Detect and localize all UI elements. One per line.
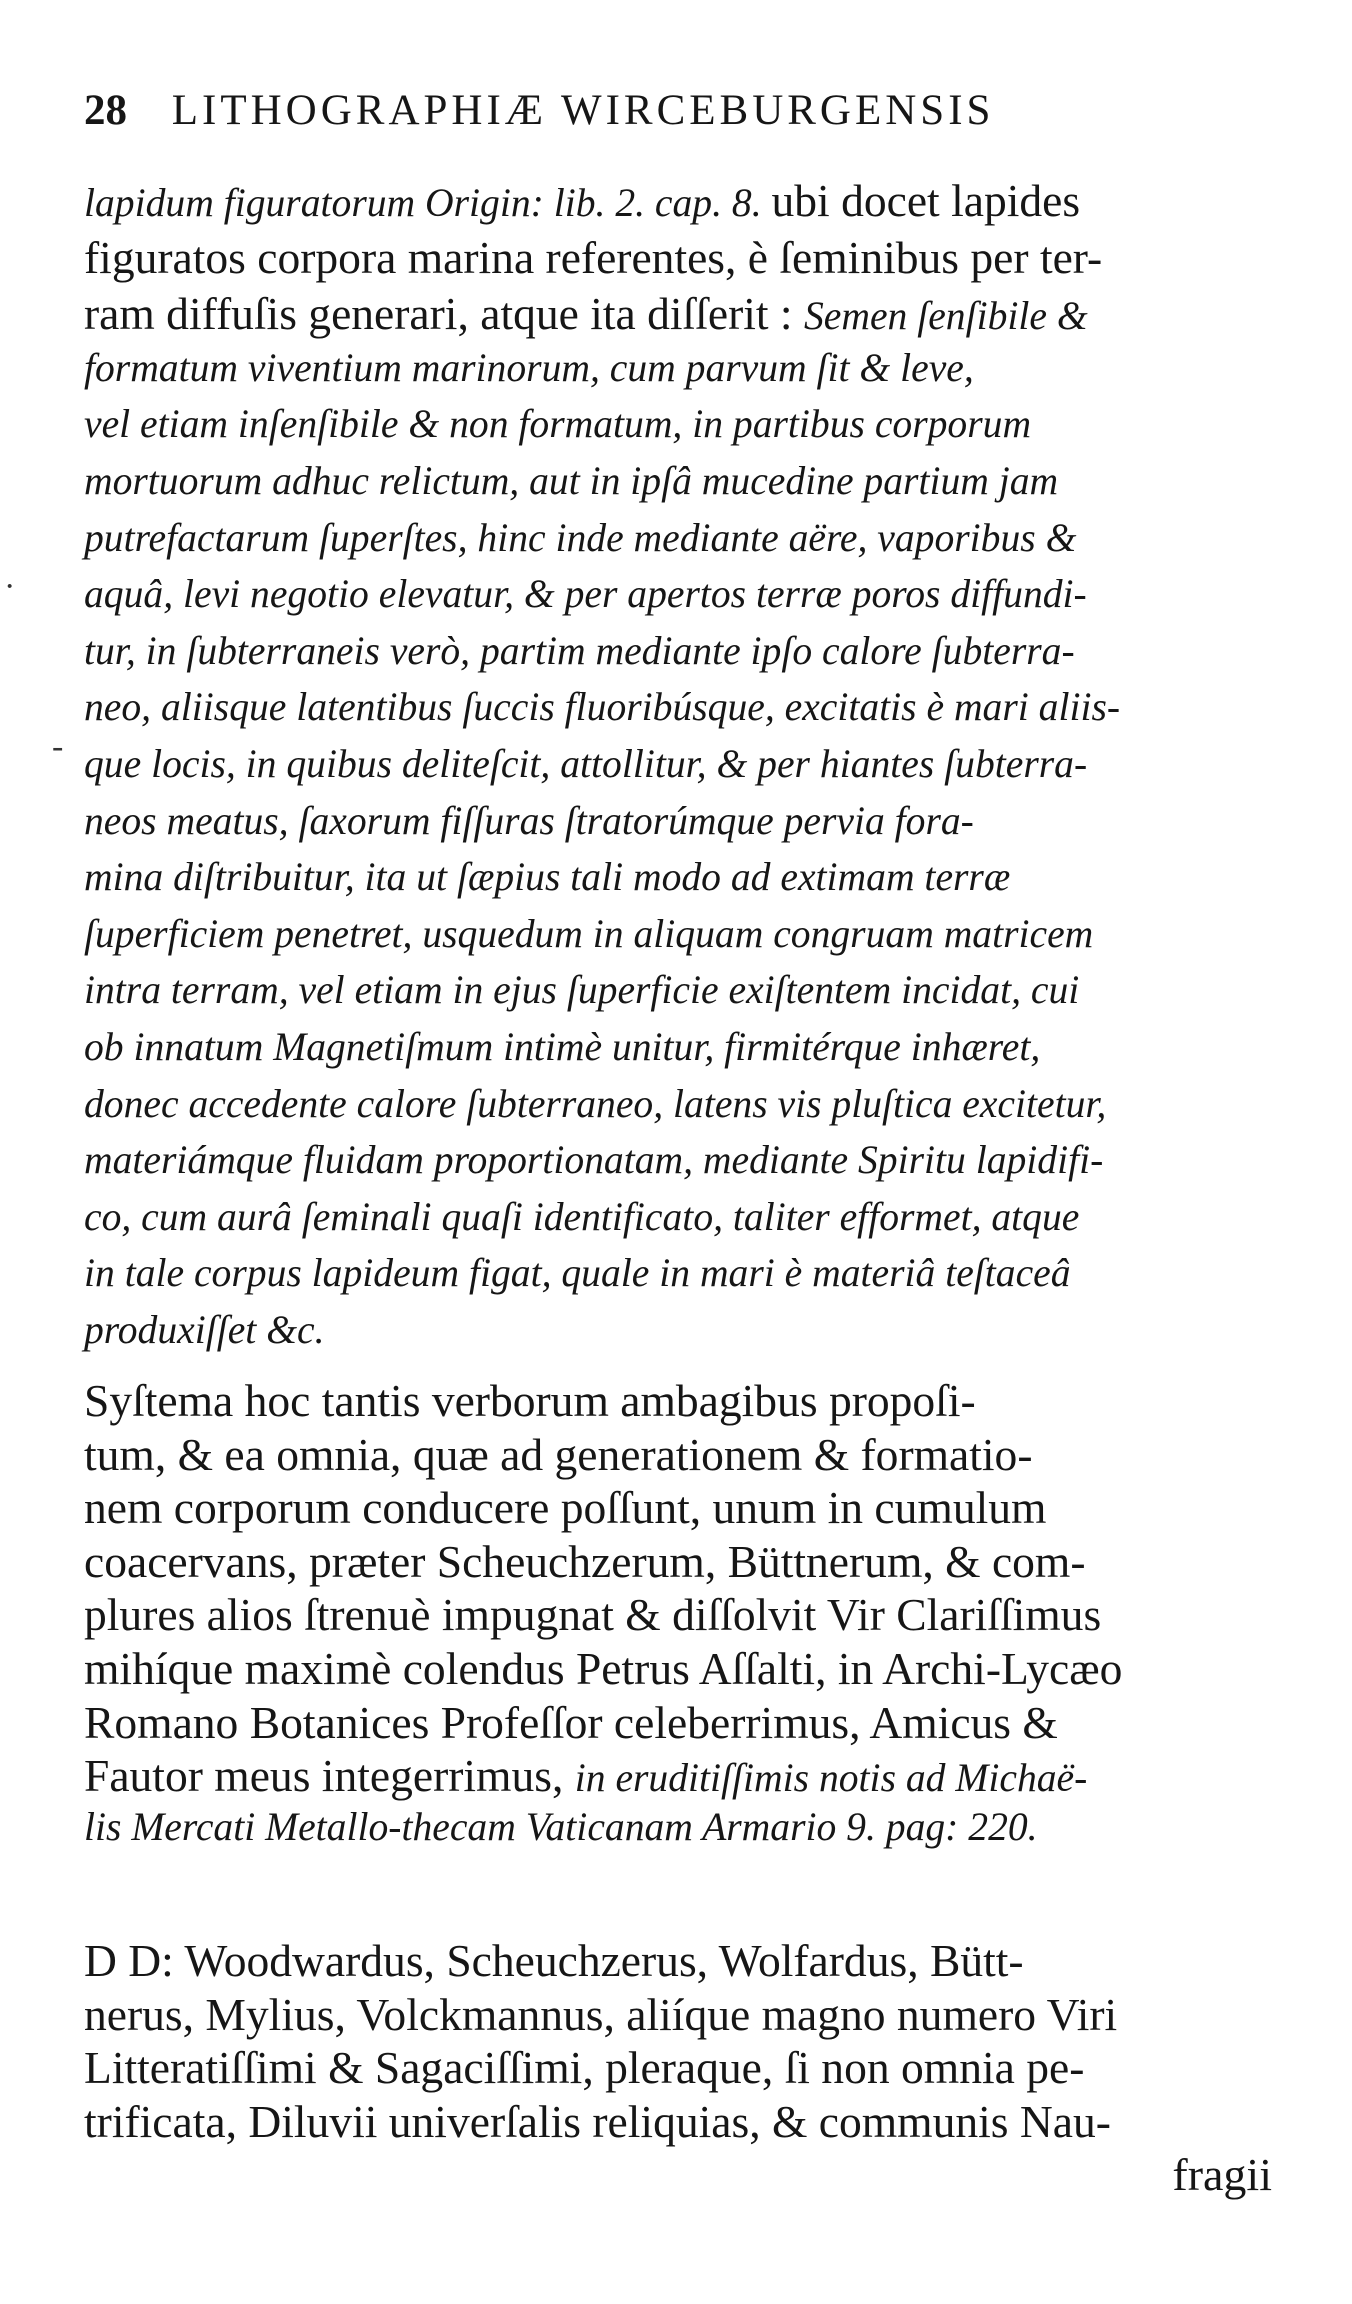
roman-text: trificata, Diluvii univerſalis reliquias, & communis Nau- bbox=[84, 2095, 1111, 2147]
text-line bbox=[84, 967, 1272, 1013]
page-number: 28 bbox=[84, 87, 127, 134]
roman-text: mihíque maximè colendus Petrus Aſſalti, in Archi-Lycæo bbox=[84, 1643, 1123, 1694]
text-line bbox=[84, 684, 1272, 730]
page-header bbox=[84, 86, 1244, 146]
italic-text: putrefactarum ſuperſtes, hinc inde mediante aëre, vaporibus & bbox=[84, 514, 1077, 560]
text-line bbox=[84, 1137, 1272, 1183]
italic-text: intra terram, vel etiam in ejus ſuperficie exiſtentem incidat, cui bbox=[84, 967, 1080, 1013]
margin-tick-mark: · bbox=[4, 568, 16, 605]
text-line bbox=[84, 1482, 1272, 1534]
text-line bbox=[84, 401, 1272, 447]
italic-text: co, cum aurâ ſeminali quaſi identificato, taliter efformet, atque bbox=[84, 1193, 1080, 1239]
text-line bbox=[84, 571, 1272, 617]
roman-text: ubi docet lapides bbox=[771, 175, 1081, 226]
roman-text: plures alios ſtrenuè impugnat & diſſolvit Vir Clariſſimus bbox=[84, 1589, 1102, 1641]
italic-text: neo, aliisque latentibus ſuccis fluoribúsque, excitatis è mari aliis- bbox=[84, 684, 1121, 730]
text-line bbox=[84, 514, 1272, 560]
italic-text: lis Mercati Metallo-thecam Vaticanam Armario 9. pag: 220. bbox=[84, 1803, 1038, 1849]
text-line bbox=[84, 2095, 1272, 2147]
italic-text: donec accedente calore ſubterraneo, latens vis pluſtica excitetur, bbox=[84, 1080, 1107, 1126]
text-line bbox=[84, 1250, 1272, 1296]
roman-text: nem corporum conducere poſſunt, unum in cumulum bbox=[84, 1482, 1047, 1534]
italic-text: in eruditiſſimis notis ad Michaë- bbox=[574, 1755, 1088, 1801]
catchword: fragii bbox=[1172, 2149, 1272, 2200]
text-line bbox=[84, 1024, 1272, 1069]
roman-text: figuratos corpora marina referentes, è ſeminibus per ter- bbox=[84, 231, 1103, 283]
margin-dash-mark: - bbox=[52, 728, 64, 765]
text-line bbox=[84, 1803, 1272, 1849]
text-line bbox=[84, 1696, 1272, 1748]
text-line bbox=[84, 854, 1272, 900]
running-title: LITHOGRAPHIÆ WIRCEBURGENSIS bbox=[171, 87, 995, 134]
roman-text: D D: Woodwardus, Scheuchzerus, Wolfardus, Bütt- bbox=[84, 1935, 1024, 1986]
text-line bbox=[84, 741, 1272, 786]
italic-text: vel etiam inſenſibile & non formatum, in partibus corporum bbox=[84, 401, 1032, 447]
italic-text: aquâ, levi negotio elevatur, & per apertos terræ poros diffundi- bbox=[84, 571, 1087, 617]
text-line bbox=[84, 1193, 1272, 1239]
text-line bbox=[84, 288, 1272, 340]
italic-text: que locis, in quibus deliteſcit, attollitur, & per hiantes ſubterra- bbox=[84, 741, 1088, 786]
text-line bbox=[84, 1643, 1272, 1694]
text-line bbox=[84, 1988, 1272, 2040]
roman-text: Romano Botanices Profeſſor celeberrimus, Amicus & bbox=[84, 1696, 1058, 1748]
italic-text: neos meatus, ſaxorum fiſſuras ſtratorúmque pervia fora- bbox=[84, 797, 974, 843]
roman-text: Fautor meus integerrimus, bbox=[84, 1750, 575, 1802]
italic-text: materiámque fluidam proportionatam, mediante Spiritu lapidifi- bbox=[84, 1137, 1104, 1183]
text-line bbox=[84, 1375, 1272, 1426]
text-line bbox=[84, 1428, 1272, 1480]
italic-text: in tale corpus lapideum figat, quale in mari è materiâ teſtaceâ bbox=[84, 1250, 1071, 1296]
italic-text: tur, in ſubterraneis verò, partim mediante ipſo calore ſubterra- bbox=[84, 627, 1075, 673]
text-line bbox=[84, 1750, 1272, 1802]
text-line bbox=[84, 1589, 1272, 1641]
text-line bbox=[84, 231, 1272, 283]
text-line bbox=[84, 1307, 1272, 1352]
text-line bbox=[84, 175, 1272, 226]
text-line bbox=[84, 458, 1272, 503]
text-line bbox=[84, 797, 1272, 843]
text-line bbox=[84, 1935, 1272, 1986]
text-line bbox=[84, 910, 1272, 956]
text-line bbox=[84, 1535, 1272, 1587]
italic-text: mortuorum adhuc relictum, aut in ipſâ mucedine partium jam bbox=[84, 458, 1059, 503]
italic-text: formatum viventium marinorum, cum parvum ſit & leve, bbox=[84, 344, 974, 390]
roman-text: ram diffuſis generari, atque ita diſſerit : bbox=[84, 288, 804, 340]
roman-text: nerus, Mylius, Volckmannus, aliíque magno numero Viri bbox=[84, 1988, 1118, 2040]
italic-text: ſuperficiem penetret, usquedum in aliquam congruam matricem bbox=[84, 910, 1094, 956]
roman-text: Syſtema hoc tantis verborum ambagibus propoſi- bbox=[84, 1375, 976, 1426]
roman-text: tum, & ea omnia, quæ ad generationem & formatio- bbox=[84, 1428, 1033, 1480]
italic-text: mina diſtribuitur, ita ut ſæpius tali modo ad extimam terræ bbox=[84, 854, 1011, 900]
text-line bbox=[84, 627, 1272, 673]
text-line bbox=[84, 2042, 1272, 2093]
roman-text: Litteratiſſimi & Sagaciſſimi, pleraque, ſi non omnia pe- bbox=[84, 2042, 1085, 2093]
roman-text: coacervans, præter Scheuchzerum, Büttnerum, & com- bbox=[84, 1535, 1086, 1587]
italic-text: Semen ſenſibile & bbox=[803, 293, 1088, 339]
italic-text: ob innatum Magnetiſmum intimè unitur, firmitérque inhæret, bbox=[84, 1024, 1041, 1069]
italic-text: produxiſſet &c. bbox=[84, 1307, 325, 1352]
text-line bbox=[84, 344, 1272, 390]
italic-text: lapidum figuratorum Origin: lib. 2. cap. 8. bbox=[84, 180, 772, 225]
text-line bbox=[84, 1080, 1272, 1126]
